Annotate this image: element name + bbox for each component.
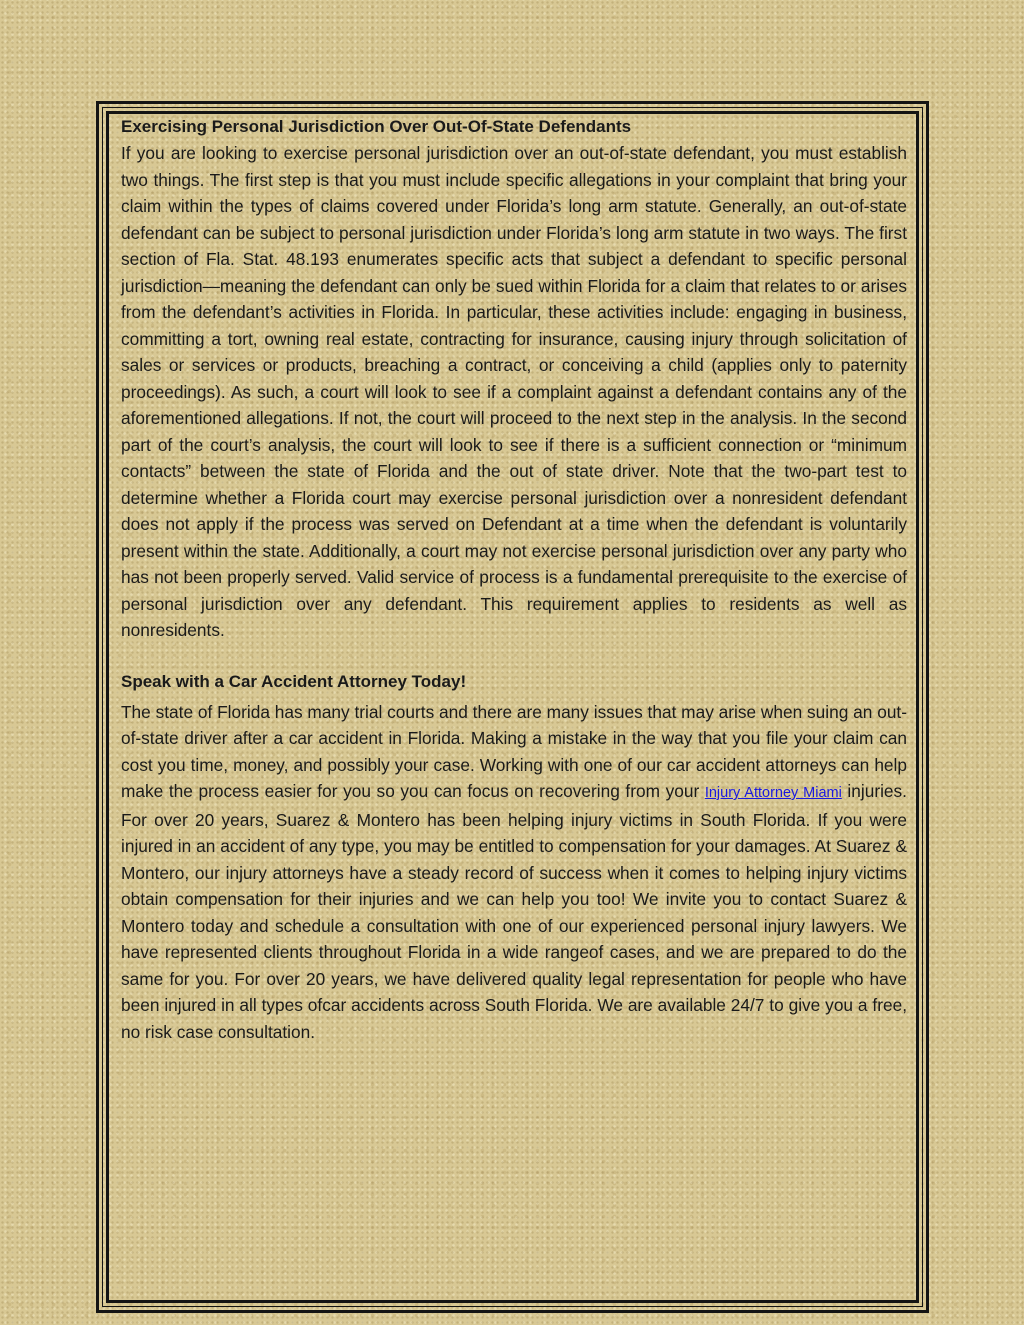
- injury-attorney-miami-link[interactable]: Injury Attorney Miami: [704, 785, 842, 801]
- section-spacer: [121, 644, 907, 669]
- body-text-before-link: The state of Florida has many trial courts and there are many issues that may arise when suing an out-of-state driver after a car accident in Florida. Making a mistake in the way that you file your claim can cost you time, money, and possibly your case. Working with one of our car accident attorneys can help make the process easier for you so you can focus on recovering from your: [121, 701, 907, 801]
- document-content: [121, 114, 907, 1045]
- section-heading: Exercising Personal Jurisdiction Over Out-Of-State Defendants: [121, 117, 632, 136]
- section-heading: Speak with a Car Accident Attorney Today!: [121, 671, 467, 691]
- section-personal-jurisdiction: [121, 114, 907, 644]
- section-speak-with-attorney: [121, 669, 907, 1046]
- section-body: If you are looking to exercise personal jurisdiction over an out-of-state defendant, you must establish two things. The first step is that you must include specific allegations in your complaint that bring your claim within the types of claims covered under Florida’s long arm statute. Generally, an out-of-state defendant can be subject to personal jurisdiction under Florida’s long arm statute in two ways. The first section of Fla. Stat. 48.193 enumerates specific acts that subject a defendant to specific personal jurisdiction—meaning the defendant can only be sued within Florida for a claim that relates to or arises from the defendant’s activities in Florida. In particular, these activities include: engaging in business, committing a tort, owning real estate, contracting for insurance, causing injury through solicitation of sales or services or products, breaching a contract, or conceiving a child (applies only to paternity proceedings). As such, a court will look to see if a complaint against a defendant contains any of the aforementioned allegations. If not, the court will proceed to the next step in the analysis. In the second part of the court’s analysis, the court will look to see if there is a sufficient connection or “minimum contacts” between the state of Florida and the out of state driver. Note that the two-part test to determine whether a Florida court may exercise personal jurisdiction over a nonresident defendant does not apply if the process was served on Defendant at a time when the defendant is voluntarily present within the state. Additionally, a court may not exercise personal jurisdiction over any party who has not been properly served. Valid service of process is a fundamental prerequisite to the exercise of personal jurisdiction over any defendant. This requirement applies to residents as well as nonresidents.: [121, 143, 907, 640]
- section-body: [121, 699, 907, 1046]
- body-text-after-link: injuries. For over 20 years, Suarez & Montero has been helping injury victims in South Florida. If you were injured in an accident of any type, you may be entitled to compensation for your damages. At Suarez & Montero, our injury attorneys have a steady record of success when it comes to helping injury victims obtain compensation for their injuries and we can help you too! We invite you to contact Suarez & Montero today and schedule a consultation with one of our experienced personal injury lawyers. We have represented clients throughout Florida in a wide rangeof cases, and we are prepared to do the same for you. For over 20 years, we have delivered quality legal representation for people who have been injured in all types ofcar accidents across South Florida. We are available 24/7 to give you a free, no risk case consultation.: [121, 781, 907, 1042]
